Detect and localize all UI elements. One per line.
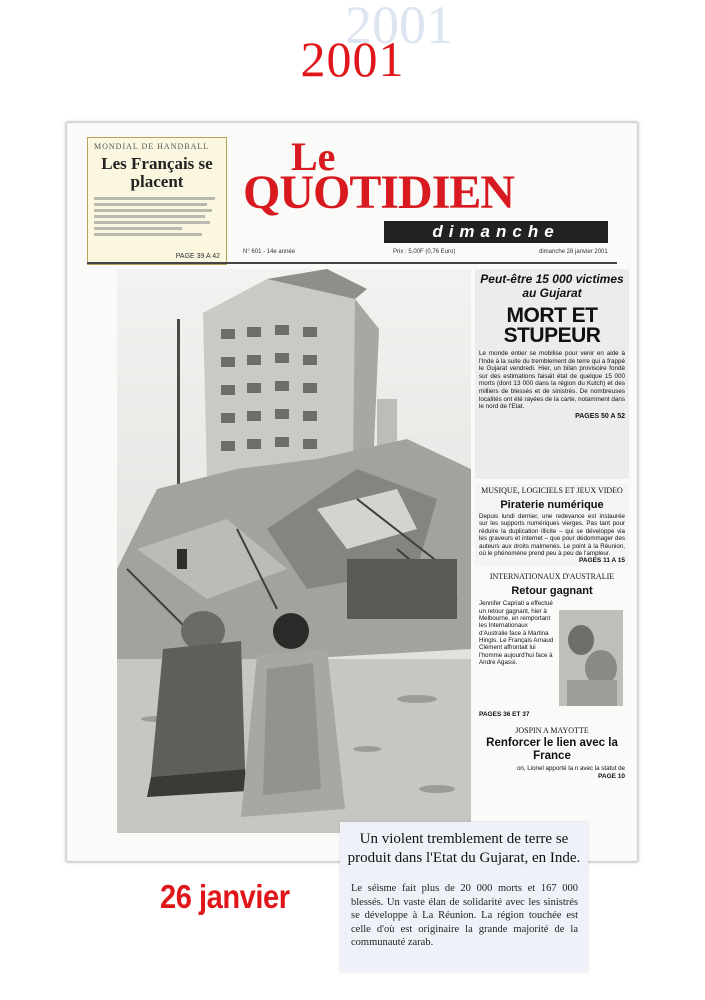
- newspaper-front-page: [66, 122, 638, 862]
- year-ghost-watermark: 2001: [345, 0, 453, 55]
- handball-teaser-box[interactable]: [87, 137, 227, 265]
- issue-number: N° 601 - 14e année: [243, 249, 296, 255]
- tennis-photo: [559, 610, 623, 706]
- mayotte-pages: PAGE 10: [598, 772, 625, 780]
- music-kicker: MUSIQUE, LOGICIELS ET JEUX VIDEO: [481, 486, 623, 495]
- date-label: 26 janvier: [160, 878, 290, 915]
- mayotte-text-fragment: on, Lionel apporté la n avec la statut de: [516, 765, 625, 773]
- tennis-title: Retour gagnant: [511, 585, 593, 598]
- right-column: [475, 269, 629, 849]
- price: Prix : 5,00F (0,76 Euro): [393, 249, 456, 255]
- caption-card: [340, 822, 588, 972]
- logo-le: Le: [291, 134, 336, 179]
- tennis-pages: PAGES 36 ET 37: [479, 711, 530, 719]
- lead-headline: MORT ET STUPEUR: [503, 304, 601, 347]
- caption-title: Un violent tremblement de terre se produit dans l'Etat du Gujarat, en Inde.: [347, 831, 581, 866]
- teaser-pages: PAGE 39 A 42: [175, 253, 220, 260]
- music-pages: PAGES 11 A 15: [578, 557, 625, 565]
- mayotte-story-box[interactable]: [475, 724, 629, 781]
- lead-text: Le monde entier se mobilise pour venir en aide à l'Inde à la suite du tremblement de terre qui a frappé le Gujarat vendredi. Hier, un bilan provisoire fondé sur des estimations faisait état de quelque 15 000 morts (dont 13 000 dans la région du Kutch) et des milliers de blessés et de sinistrés. De nombreuses localités ont été rayées de la carte, notamment dans le nord de l'Etat.: [479, 350, 625, 411]
- tennis-story-box[interactable]: [475, 570, 629, 720]
- lead-kicker: Peut-être 15 000 victimes au Gujarat: [480, 272, 624, 300]
- music-text: Depuis lundi dernier, une redevance est instaurée sur les supports numériques vierges. Pas tant pour réduire la duplication illicite – qui se développe via les graveurs et internet – que pour dédommager des auteurs aux droits malmenés. Le point à la Réunion, où le phénomène prend peu à peu de l'ampleur.: [479, 513, 625, 558]
- music-title: Piraterie numérique: [500, 499, 604, 511]
- year-heading: 2001: [300, 31, 405, 87]
- logo-name: QUOTIDIEN: [243, 166, 515, 219]
- mayotte-kicker: JOSPIN A MAYOTTE: [515, 726, 589, 736]
- lead-story-box[interactable]: [475, 269, 629, 479]
- dateline: dimanche 28 janvier 2001: [539, 249, 608, 255]
- caption-text: Le séisme fait plus de 20 000 morts et 167 000 blessés. Un vaste élan de solidarité avec les sinistrés se développe à La Réunion. La région touchée est celle d'où est originaire la grande majorité de la communauté zarab.: [351, 883, 578, 948]
- masthead-rule: [87, 262, 617, 264]
- masthead-info-row: [243, 249, 613, 259]
- logo-edition-band: dimanche: [384, 221, 608, 243]
- teaser-kicker: MONDIAL DE HANDBALL: [94, 142, 210, 151]
- earthquake-photo: [117, 269, 471, 833]
- tennis-text: Jennifer Capriati a effectué un retour gagnant, hier à Melbourne, en remportant les Internationaux d'Australie face à Martina Hingis. Le Français Arnaud Clément affrontait lui l'homme aujourd'hui face à Andre Agassi.: [479, 600, 554, 666]
- teaser-text-lines: [94, 197, 220, 236]
- tennis-kicker: INTERNATIONAUX D'AUSTRALIE: [489, 572, 615, 582]
- lead-pages: PAGES 50 A 52: [575, 412, 625, 420]
- mayotte-title: Renforcer le lien avec la France: [486, 737, 618, 763]
- teaser-title: Les Français se placent: [101, 154, 213, 191]
- music-story-box[interactable]: [475, 484, 629, 566]
